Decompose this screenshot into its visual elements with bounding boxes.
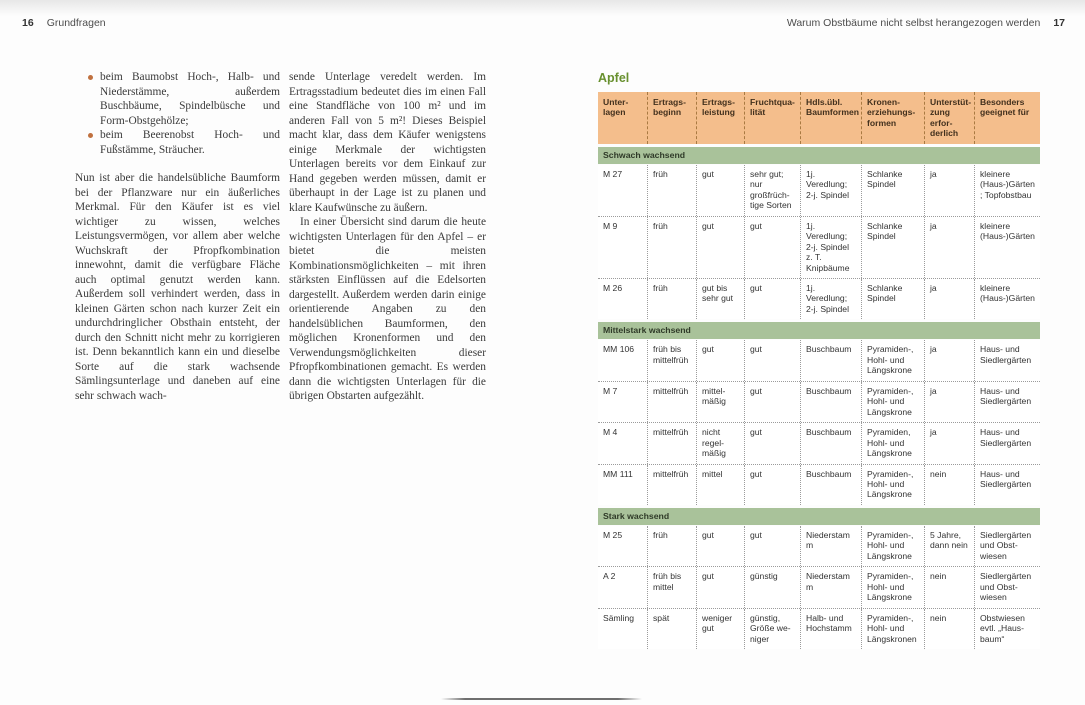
table-cell: Pyramiden-, Hohl- und Längskrone — [862, 382, 925, 422]
table-cell: weniger gut — [697, 609, 745, 649]
table-cell: Schlanke Spindel — [862, 279, 925, 319]
table-row — [598, 464, 1040, 505]
table-cell: früh bis mittelfrüh — [648, 340, 697, 380]
table-cell: gut — [697, 567, 745, 607]
middle-text-column — [289, 70, 486, 404]
table-cell: Halb- und Hochstamm — [801, 609, 862, 649]
table-cell: gut — [697, 526, 745, 566]
table-cell: Pyramiden-, Hohl- und Längskronen — [862, 609, 925, 649]
body-paragraph: Nun ist aber die handelsübliche Baumform bei der Pflanzware nur ein äußerliches Merkmal. Für den Käufer ist es viel wichtiger zu wissen, welches Leistungsvermögen, vor allem aber welche Wuchskraft der Pfropfkombination innewohnt, damit die verfügbare Fläche auch optimal genutzt werden kann. Außerdem soll verhindert werden, dass in kleinen Gärten schon nach kurzer Zeit ein undurchdringlicher Obsthain entsteht, der durch den Schnitt nicht mehr zu korrigieren ist. Denn bekanntlich kann ein und dieselbe Sorte auf die stark wachsende Sämlingsunterlage und daneben auf eine sehr schwach wach- — [75, 172, 280, 402]
table-cell: gut — [745, 465, 801, 505]
table-cell: gut — [745, 217, 801, 278]
table-cell: gut — [745, 423, 801, 463]
table-cell: M 7 — [598, 382, 648, 422]
section-header: Mittelstark wachsend — [598, 322, 1040, 339]
table-cell: gut — [745, 382, 801, 422]
section-header: Stark wachsend — [598, 508, 1040, 525]
right-chapter-title: Warum Obstbäume nicht selbst herangezogen werden — [786, 17, 1041, 29]
table-title: Apfel — [598, 71, 630, 85]
table-row — [598, 381, 1040, 422]
table-cell: nein — [925, 609, 975, 649]
table-cell: Niederstamm — [801, 567, 862, 607]
table-cell: Schlanke Spindel — [862, 165, 925, 216]
column-header: Ertrags-beginn — [648, 92, 697, 144]
table-cell: nicht regel-mäßig — [697, 423, 745, 463]
rootstock-table-area — [598, 71, 1040, 649]
bullet-text: beim Baumobst Hoch-, Halb- und Niederstämme, außerdem Buschbäume, Spindelbüsche und Form-Obstgehölze; — [100, 71, 280, 127]
list-item — [75, 128, 280, 157]
column-header: Ertrags-leistung — [697, 92, 745, 144]
table-cell: 1j. Veredlung; 2-j. Spindel z. T. Knipbäume — [801, 217, 862, 278]
table-cell: mittelfrüh — [648, 382, 697, 422]
table-cell: nein — [925, 567, 975, 607]
table-cell: gut — [745, 279, 801, 319]
table-cell: 1j. Veredlung; 2-j. Spindel — [801, 279, 862, 319]
table-cell: Haus- und Siedlergärten — [980, 468, 1032, 489]
table-header-row — [598, 92, 1040, 144]
table-cell: M 4 — [598, 423, 648, 463]
table-row — [598, 422, 1040, 463]
table-cell: mittelfrüh — [648, 423, 697, 463]
table-cell: gut — [745, 526, 801, 566]
table-row — [598, 608, 1040, 649]
table-cell: nein — [925, 465, 975, 505]
table-cell: mittel-mäßig — [697, 382, 745, 422]
table-cell: MM 106 — [598, 340, 648, 380]
table-cell: A 2 — [598, 567, 648, 607]
table-row — [598, 566, 1040, 607]
table-cell: früh — [648, 217, 697, 278]
table-cell: gut — [697, 340, 745, 380]
table-cell: Pyramiden-, Hohl- und Längskrone — [862, 526, 925, 566]
table-cell: Pyramiden-, Hohl- und Längskrone — [862, 567, 925, 607]
page-bottom-divider — [441, 698, 642, 700]
section-rows — [598, 526, 1040, 649]
bullet-list — [75, 70, 280, 157]
body-paragraph: sende Unterlage veredelt werden. Im Ertragsstadium bedeutet dies im einen Fall eine Standfläche von 100 m² und im anderen Fall von 5 m²! Dieses Beispiel macht klar, dass dem Käufer wenigstens einige Merkmale der wichtigsten Unterlagen bereits vor dem Einkauf zur Hand gegeben werden müssen, damit er überhaupt in der Lage ist zu planen und klare Kaufwünsche zu äußern. — [289, 71, 486, 214]
running-head-left — [22, 17, 106, 29]
column-header: Fruchtqua-lität — [745, 92, 801, 144]
table-cell: kleinere (Haus-)Gärten — [980, 220, 1035, 242]
list-item — [75, 70, 280, 128]
table-cell: kleinere (Haus-)Gärten; Topfobstbau — [980, 168, 1035, 200]
table-cell: Pyramiden-, Hohl- und Längskrone — [862, 465, 925, 505]
bullet-icon — [88, 133, 93, 138]
table-cell: MM 111 — [598, 465, 648, 505]
table-cell: früh — [648, 279, 697, 319]
table-cell: sehr gut; nur großfrüch-tige Sorten — [745, 165, 801, 216]
table-cell: M 26 — [598, 279, 648, 319]
column-header: Unter-lagen — [598, 92, 648, 144]
table-cell: ja — [925, 340, 975, 380]
table-cell: Obstwiesen evtl. „Haus-baum“ — [980, 612, 1025, 644]
table-row — [598, 216, 1040, 278]
table-cell: spät — [648, 609, 697, 649]
left-chapter-title: Grundfragen — [46, 17, 106, 29]
table-cell: mittel — [697, 465, 745, 505]
table-cell: Sämling — [598, 609, 648, 649]
table-row — [598, 165, 1040, 216]
page-top-shadow — [0, 0, 1085, 16]
column-header: Kronen-erziehungs-formen — [862, 92, 925, 144]
section-rows — [598, 340, 1040, 505]
table-row — [598, 340, 1040, 380]
table-cell: Haus- und Siedlergärten — [980, 385, 1032, 407]
table-cell: Pyramiden-, Hohl- und Längskrone — [862, 340, 925, 380]
bullet-icon — [88, 75, 93, 80]
running-head — [22, 17, 1065, 29]
table-cell: ja — [925, 423, 975, 463]
table-cell: Buschbaum — [801, 382, 862, 422]
table-cell: kleinere (Haus-)Gärten — [980, 283, 1035, 304]
table-cell: Schlanke Spindel — [862, 217, 925, 278]
section-header: Schwach wachsend — [598, 147, 1040, 164]
table-cell: Siedlergärten und Obst-wiesen — [980, 529, 1032, 561]
table-cell: ja — [925, 165, 975, 216]
table-cell: mittelfrüh — [648, 465, 697, 505]
left-page-number: 16 — [22, 17, 34, 29]
table-cell: Buschbaum — [801, 340, 862, 380]
section-rows — [598, 165, 1040, 320]
bullet-text: beim Beerenobst Hoch- und Fußstämme, Sträucher. — [100, 129, 280, 156]
table-cell: Niederstamm — [801, 526, 862, 566]
table-cell: gut bis sehr gut — [697, 279, 745, 319]
left-text-column — [75, 70, 280, 403]
table-cell: Buschbaum — [801, 465, 862, 505]
table-cell: ja — [925, 382, 975, 422]
table-cell: 5 Jahre, dann nein — [925, 526, 975, 566]
table-row — [598, 278, 1040, 319]
table-cell: gut — [697, 217, 745, 278]
table-cell: 1j. Veredlung; 2-j. Spindel — [801, 165, 862, 216]
table-cell: Haus- und Siedlergärten — [980, 427, 1032, 448]
table-cell: früh — [648, 526, 697, 566]
table-cell: günstig — [745, 567, 801, 607]
column-header: Besonders geeignet für — [980, 97, 1030, 118]
table-cell: M 9 — [598, 217, 648, 278]
table-cell: früh — [648, 165, 697, 216]
table-cell: ja — [925, 279, 975, 319]
table-cell: Siedlergärten und Obst-wiesen — [980, 571, 1032, 603]
table-cell: gut — [697, 165, 745, 216]
table-cell: gut — [745, 340, 801, 380]
table-cell: Haus- und Siedlergärten — [980, 344, 1032, 365]
column-header: Hdls.übl. Baumformen — [801, 92, 862, 144]
table-row — [598, 526, 1040, 566]
right-page-number: 17 — [1053, 17, 1065, 29]
table-cell: früh bis mittel — [648, 567, 697, 607]
apfel-table — [598, 92, 1040, 649]
table-cell: Pyramiden, Hohl- und Längskrone — [862, 423, 925, 463]
table-cell: M 27 — [598, 165, 648, 216]
table-cell: M 25 — [598, 526, 648, 566]
running-head-right — [787, 17, 1065, 29]
table-cell: günstig, Größe we-niger — [745, 609, 801, 649]
body-paragraph: In einer Übersicht sind darum die heute wichtigsten Unterlagen für den Apfel – er bietet die meisten Kombinationsmöglichkeiten – mit ihren stärksten Einflüssen auf die Edelsorten dargestellt. Außerdem werden darin einige orientierende Angaben zu den handelsüblichen Baumformen, den möglichen Kronenformen und den Verwendungsmöglichkeiten dieser Pfropfkombinationen gemacht. Es werden dann die wichtigsten Unterlagen für die übrigen Obstarten aufgezählt. — [289, 216, 486, 402]
table-cell: Buschbaum — [801, 423, 862, 463]
column-header: Unterstüt-zung erfor-derlich — [925, 92, 975, 144]
table-cell: ja — [925, 217, 975, 278]
